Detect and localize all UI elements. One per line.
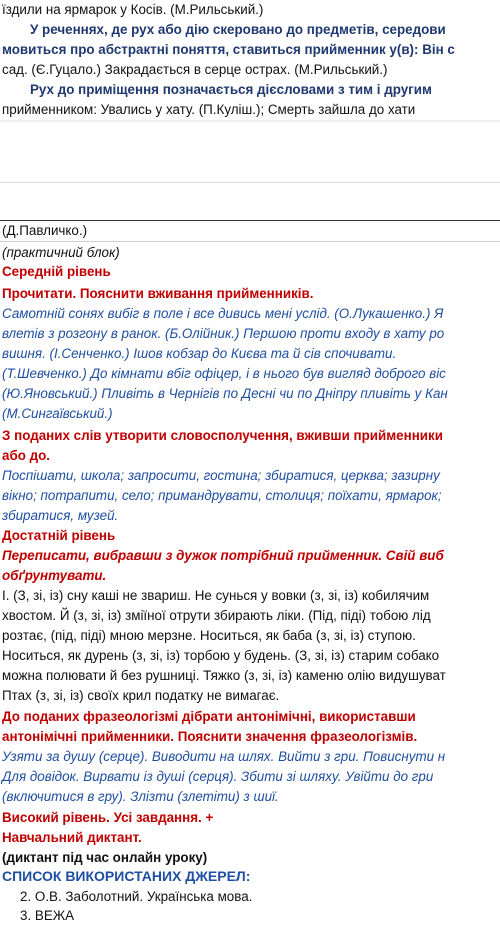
top-line-3: мовиться про абстрактні поняття, ставиться прийменник у(в): Він с bbox=[2, 42, 455, 57]
task3-line-2: хвостом. Й (з, зі, із) зміїної отрути збирають ліки. (Під, піді) тобою лід bbox=[2, 608, 431, 623]
task2-title-line-2: або до. bbox=[2, 448, 51, 463]
task3-line-5: можна полювати й без рушниці. Тяжко (з, зі, із) каменю олію видушуват bbox=[2, 668, 446, 683]
source-item-text[interactable]: ВЕЖА bbox=[34, 908, 75, 923]
top-line-2: У реченнях, де рух або дію скеровано до предметів, середови bbox=[30, 22, 446, 37]
task3-line-1: І. (З, зі, із) сну каші не звариш. Не сунься у вовки (з, зі, із) кобилячим bbox=[2, 588, 430, 603]
dictation-note: (диктант під час онлайн уроку) bbox=[2, 850, 208, 865]
task2-line-3: збиратися, музей. bbox=[2, 508, 119, 523]
task3-title-line-1: Переписати, вибравши з дужок потрібний прийменник. Свій виб bbox=[2, 548, 444, 563]
task1-line-2: влетів з розгону в ранок. (Б.Олійник.) Першою проти входу в хату ро bbox=[2, 326, 445, 341]
dictation-heading: Навчальний диктант. bbox=[2, 830, 142, 845]
task2-line-1: Поспішати, школа; запросити, гостина; збиратися, церква; зазирну bbox=[2, 468, 440, 483]
page-break-gap bbox=[0, 120, 500, 220]
task2-line-2: вікно; потрапити, село; примандрувати, столиця; поїхати, ярмарок; bbox=[2, 488, 442, 503]
top-line-4: сад. (Є.Гуцало.) Закрадається в серце острах. (М.Рильський.) bbox=[2, 62, 388, 77]
task4-line-3: (включитися в гру). Злізти (злетіти) з шиї. bbox=[2, 789, 279, 804]
task1-line-4: (Т.Шевченко.) До кімнати вбіг офіцер, і в нього був вигляд доброго віс bbox=[2, 366, 446, 381]
author-note: (Д.Павличко.) bbox=[2, 223, 88, 238]
task3-title-line-2: обґрунтувати. bbox=[2, 568, 107, 583]
source-item-3 bbox=[20, 906, 500, 925]
task3-line-3: розтає, (під, піді) мною мерзне. Носиться, як баба (з, зі, із) ступою. bbox=[2, 628, 416, 643]
task3-line-6: Птах (з, зі, із) своїх крил податку не вимагає. bbox=[2, 688, 280, 703]
gap-rule bbox=[0, 182, 500, 183]
lesson-content bbox=[0, 220, 500, 923]
task4-title-line-2: антонімічні прийменники. Пояснити значення фразеологізмів. bbox=[2, 729, 418, 744]
task1-line-1: Самотній сонях вибіг в поле і все дивись мені услід. (О.Лукашенко.) Я bbox=[2, 306, 444, 321]
source-item-number: 2. bbox=[20, 889, 32, 904]
task1-line-5: (Ю.Яновський.) Пливіть в Чернігів по Десні чи по Дніпру пливіть у Кан bbox=[2, 386, 448, 401]
sources-heading: СПИСОК ВИКОРИСТАНИХ ДЖЕРЕЛ: bbox=[2, 868, 251, 884]
task4-line-2: Для довідок. Вирвати із душі (серця). Збити зі шляху. Увійти до гри bbox=[2, 769, 434, 784]
source-item-text: О.В. Заболотний. Українська мова. bbox=[34, 889, 253, 904]
gap-shade bbox=[0, 120, 500, 122]
task1-title: Прочитати. Пояснити вживання прийменників. bbox=[2, 286, 314, 301]
level-high-heading: Високий рівень. Усі завдання. + bbox=[2, 810, 214, 825]
task1-line-3: вишня. (І.Сенченко.) Ішов кобзар до Києва та й сів спочивати. bbox=[2, 346, 397, 361]
level-sufficient-heading: Достатній рівень bbox=[2, 528, 116, 543]
top-line-5: Рух до приміщення позначається дієсловами з тим і другим bbox=[30, 82, 432, 97]
source-item-number: 3. bbox=[20, 908, 32, 923]
source-item-2 bbox=[20, 887, 500, 906]
task2-title-line-1: З поданих слів утворити словосполучення, вживши прийменники bbox=[2, 428, 443, 443]
task4-title-line-1: До поданих фразеологізмі дібрати антонімічні, використавши bbox=[2, 709, 416, 724]
practical-block-label: (практичний блок) bbox=[2, 245, 120, 260]
top-line-6: прийменником: Увались у хату. (П.Куліш.); Смерть зайшла до хати bbox=[2, 102, 416, 117]
task3-line-4: Носиться, як дурень (з, зі, із) торбою у будень. (З, зі, із) старим собако bbox=[2, 648, 440, 663]
top-line-1: їздили на ярмарок у Косів. (М.Рильський.) bbox=[2, 2, 264, 17]
task1-line-6: (М.Сингаївський.) bbox=[2, 406, 113, 421]
task4-line-1: Узяти за душу (серце). Виводити на шлях. Вийти з гри. Повиснути н bbox=[2, 749, 446, 764]
top-text-fragment bbox=[0, 0, 500, 120]
level-medium-heading: Середній рівень bbox=[2, 264, 111, 279]
